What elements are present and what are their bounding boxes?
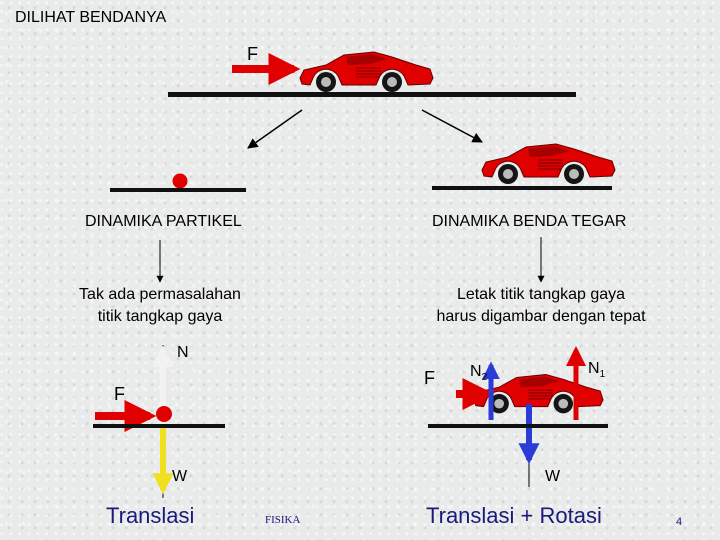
normal-label-left: N	[177, 344, 189, 361]
page-number: 4	[676, 516, 683, 528]
footer-label: FISIKA	[265, 514, 301, 526]
left-desc-line1: Tak ada permasalahan	[79, 286, 241, 303]
caption-right: Translasi + Rotasi	[426, 503, 602, 528]
right-desc-line2: harus digambar dengan tepat	[436, 308, 646, 325]
right-heading: DINAMIKA BENDA TEGAR	[432, 213, 627, 230]
particle-ball-fbd	[156, 406, 172, 422]
ground-left	[110, 188, 246, 192]
ground-top	[168, 92, 576, 97]
force-label-right: F	[424, 368, 435, 388]
force-label-top: F	[247, 44, 258, 64]
weight-label-left: W	[172, 468, 188, 485]
ground-right-fbd	[428, 424, 608, 428]
normal-label-right-2: $N_2$	[470, 363, 488, 384]
ground-right	[432, 186, 612, 190]
car-top	[300, 52, 433, 92]
particle-ball	[173, 174, 188, 189]
weight-label-right: W	[545, 468, 561, 485]
left-heading: DINAMIKA PARTIKEL	[85, 213, 242, 230]
left-desc-line2: titik tangkap gaya	[97, 308, 223, 325]
ground-left-fbd	[93, 424, 225, 428]
force-label-left: F	[114, 384, 125, 404]
normal-label-right-1: $N_1$	[588, 360, 606, 381]
slide-title: DILIHAT BENDANYA	[15, 9, 167, 26]
car-right	[482, 144, 615, 184]
branch-arrow-left	[248, 110, 302, 148]
branch-arrow-right	[422, 110, 482, 142]
caption-left: Translasi	[106, 503, 195, 528]
right-desc-line1: Letak titik tangkap gaya	[456, 286, 626, 303]
